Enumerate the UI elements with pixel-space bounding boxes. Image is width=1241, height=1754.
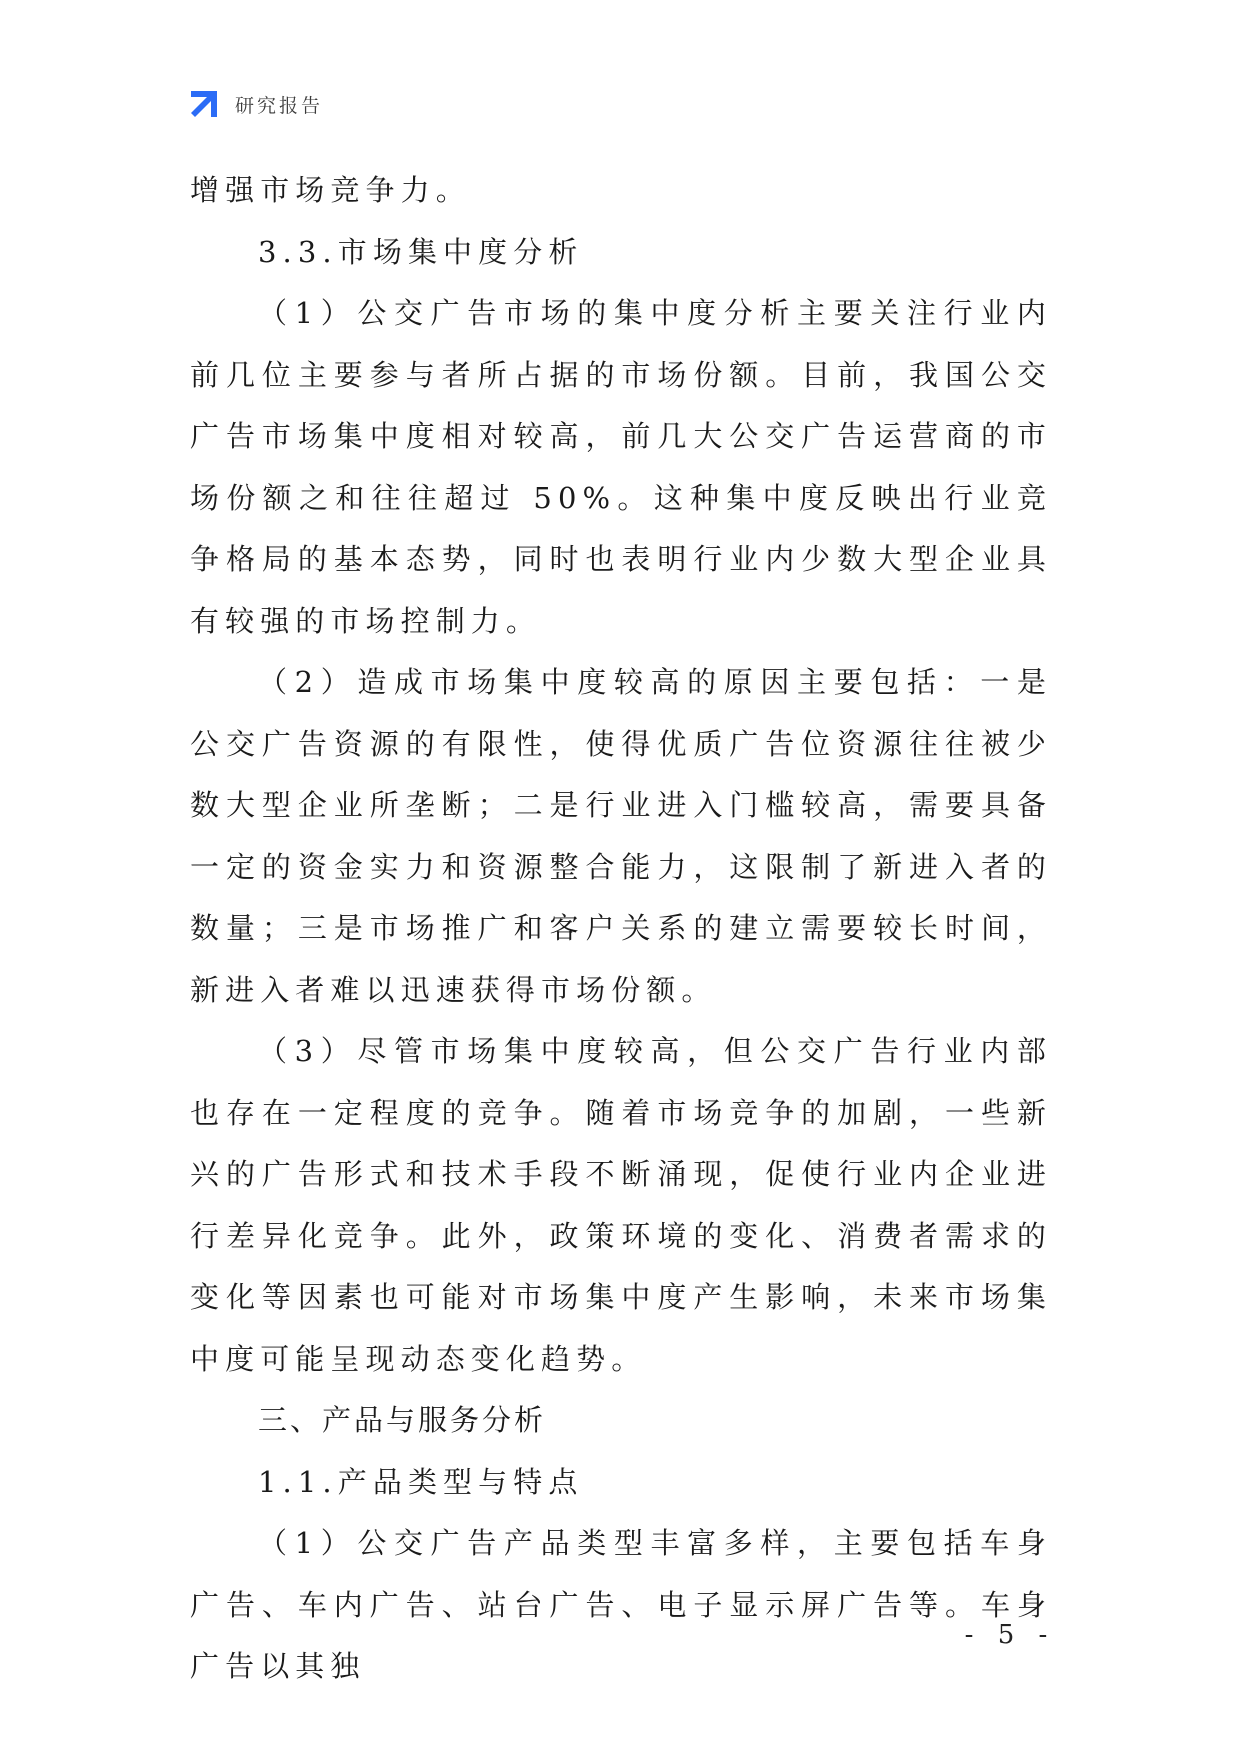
- page-header: [187, 86, 323, 122]
- paragraph-concentration-3: （3）尽管市场集中度较高，但公交广告行业内部也存在一定程度的竞争。随着市场竞争的加剧，一些新兴的广告形式和技术手段不断涌现，促使行业内企业进行差异化竞争。此外，政策环境的变化、消费者需求的变化等因素也可能对市场集中度产生影响，未来市场集中度可能呈现动态变化趋势。: [190, 1034, 1052, 1376]
- paragraph-product-types: （1）公交广告产品类型丰富多样，主要包括车身广告、车内广告、站台广告、电子显示屏广告等。车身广告以其独: [190, 1526, 1052, 1683]
- section-heading-3: 三、产品与服务分析: [258, 1403, 547, 1437]
- document-body: [190, 160, 1052, 1698]
- subsection-heading-3-3: 3.3.市场集中度分析: [258, 234, 584, 269]
- arrow-up-right-icon: [187, 87, 221, 121]
- paragraph-concentration-1: （1）公交广告市场的集中度分析主要关注行业内前几位主要参与者所占据的市场份额。目前，我国公交广告市场集中度相对较高，前几大公交广告运营商的市场份额之和往往超过 50%。这种集中度反映出行业竞争格局的基本态势，同时也表明行业内少数大型企业具有较强的市场控制力。: [190, 296, 1052, 638]
- paragraph-concentration-2: （2）造成市场集中度较高的原因主要包括：一是公交广告资源的有限性，使得优质广告位资源往往被少数大型企业所垄断；二是行业进入门槛较高，需要具备一定的资金实力和资源整合能力，这限制了新进入者的数量；三是市场推广和客户关系的建立需要较长时间，新进入者难以迅速获得市场份额。: [190, 665, 1052, 1007]
- subsection-heading-1-1: 1.1.产品类型与特点: [258, 1464, 584, 1499]
- paragraph-continuation: 增强市场竞争力。: [190, 173, 471, 207]
- page-number: - 5 -: [964, 1620, 1056, 1650]
- header-label: 研究报告: [235, 94, 324, 117]
